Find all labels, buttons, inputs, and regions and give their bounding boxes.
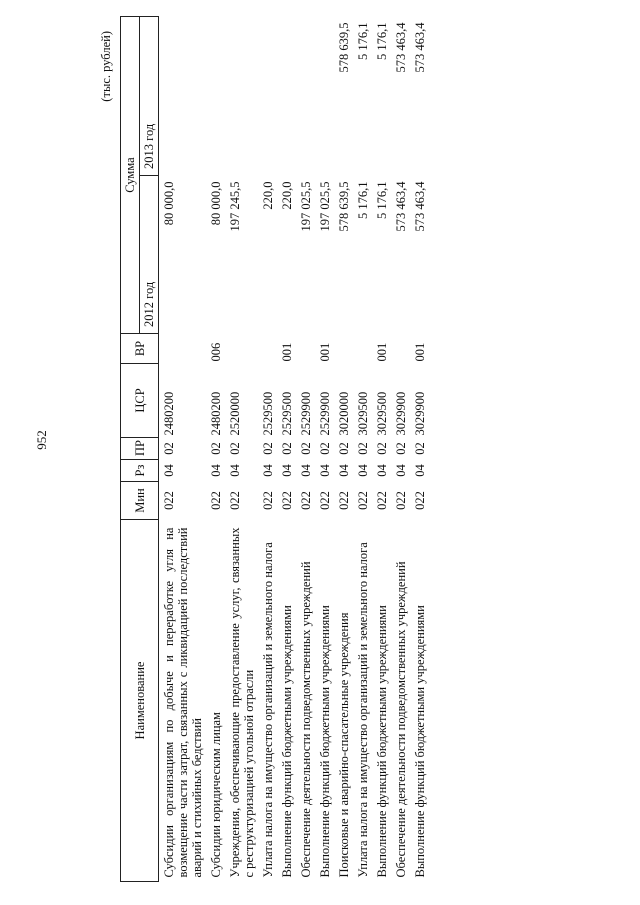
- row-csr: 2529900: [318, 391, 332, 436]
- row-amount-2013: [315, 17, 334, 176]
- table-row: [391, 17, 410, 882]
- row-amount-2013: 573 463,4: [394, 22, 408, 73]
- row-amount-2013: [225, 17, 258, 176]
- header-vr: ВР: [121, 334, 159, 364]
- row-rz: 04: [162, 464, 176, 477]
- row-pr: 02: [394, 442, 408, 455]
- row-rz: 04: [337, 464, 351, 477]
- table-row: [372, 17, 391, 882]
- row-name: Уплата налога на имущество организаций и земельного налога: [261, 542, 275, 878]
- row-min: 022: [162, 491, 176, 510]
- row-name: Субсидии организациям по добыче и переработке угля на возмещение части затрат, связанных с ликвидацией последствий аварий и стихийных бедствий: [162, 527, 204, 878]
- row-amount-2012: 80 000,0: [209, 181, 223, 226]
- row-amount-2012: 197 025,5: [299, 181, 313, 232]
- row-rz: 04: [375, 464, 389, 477]
- row-name: Выполнение функций бюджетными учреждениями: [318, 605, 332, 878]
- row-rz: 04: [228, 464, 242, 477]
- row-name: Субсидии юридическим лицам: [209, 712, 223, 878]
- table-row: [296, 17, 315, 882]
- row-min: 022: [375, 491, 389, 510]
- header-csr: ЦСР: [121, 364, 159, 438]
- table-row: [159, 17, 207, 882]
- row-name: Учреждения, обеспечивающие предоставление услуг, связанных с реструктуризацией угольной отрасли: [228, 527, 256, 878]
- row-pr: 02: [280, 442, 294, 455]
- row-pr: 02: [337, 442, 351, 455]
- row-amount-2013: 573 463,4: [413, 22, 427, 73]
- header-min: Мин: [121, 482, 159, 520]
- row-amount-2013: [277, 17, 296, 176]
- header-pr: ПР: [121, 438, 159, 460]
- row-csr: 2480200: [162, 391, 176, 436]
- row-rz: 04: [318, 464, 332, 477]
- row-min: 022: [318, 491, 332, 510]
- row-amount-2012: 578 639,5: [337, 181, 351, 232]
- row-vr: 001: [413, 342, 427, 362]
- unit-note: (тыс. рублей): [99, 31, 113, 102]
- row-pr: 02: [162, 442, 176, 455]
- row-vr: 006: [209, 342, 223, 362]
- row-vr: 001: [318, 342, 332, 362]
- row-min: 022: [337, 491, 351, 510]
- table-row: [206, 17, 225, 882]
- row-amount-2012: 573 463,4: [394, 181, 408, 232]
- row-amount-2012: 5 176,1: [375, 181, 389, 219]
- row-amount-2013: 5 176,1: [375, 22, 389, 60]
- row-pr: 02: [228, 442, 242, 455]
- row-csr: 3029900: [413, 391, 427, 436]
- row-name: Выполнение функций бюджетными учреждениями: [375, 605, 389, 878]
- row-csr: 3029500: [356, 391, 370, 436]
- table-body: [159, 17, 430, 882]
- header-name: Наименование: [121, 520, 159, 882]
- header-rz: Рз: [121, 460, 159, 482]
- table-row: [277, 17, 296, 882]
- row-min: 022: [356, 491, 370, 510]
- row-amount-2012: 197 245,5: [228, 181, 242, 232]
- row-csr: 2529900: [299, 391, 313, 436]
- row-min: 022: [261, 491, 275, 510]
- row-amount-2012: 197 025,5: [318, 181, 332, 232]
- row-csr: 2529500: [261, 391, 275, 436]
- row-csr: 3029500: [375, 391, 389, 436]
- row-pr: 02: [356, 442, 370, 455]
- table-row: [258, 17, 277, 882]
- row-name: Выполнение функций бюджетными учреждениями: [280, 605, 294, 878]
- row-pr: 02: [318, 442, 332, 455]
- table-row: [334, 17, 353, 882]
- row-vr: [225, 334, 258, 364]
- row-pr: 02: [261, 442, 275, 455]
- row-amount-2013: [159, 17, 207, 176]
- header-sum: Сумма: [121, 17, 140, 334]
- row-csr: 3020000: [337, 391, 351, 436]
- row-min: 022: [413, 491, 427, 510]
- row-name: Обеспечение деятельности подведомственных учреждений: [299, 561, 313, 878]
- row-csr: 2480200: [209, 391, 223, 436]
- table-row: [353, 17, 372, 882]
- row-rz: 04: [261, 464, 275, 477]
- row-pr: 02: [299, 442, 313, 455]
- row-rz: 04: [209, 464, 223, 477]
- row-amount-2012: 5 176,1: [356, 181, 370, 219]
- row-vr: [334, 334, 353, 364]
- row-amount-2013: [206, 17, 225, 176]
- row-name: Уплата налога на имущество организаций и земельного налога: [356, 542, 370, 878]
- row-vr: 001: [280, 342, 294, 362]
- row-amount-2013: 5 176,1: [356, 22, 370, 60]
- row-amount-2013: [296, 17, 315, 176]
- row-pr: 02: [413, 442, 427, 455]
- row-amount-2013: [258, 17, 277, 176]
- row-amount-2012: 573 463,4: [413, 181, 427, 232]
- row-name: Обеспечение деятельности подведомственных учреждений: [394, 561, 408, 878]
- table-header: [121, 17, 159, 882]
- header-2013: 2013 год: [140, 17, 159, 176]
- row-rz: 04: [280, 464, 294, 477]
- page-number: 952: [34, 430, 49, 450]
- row-rz: 04: [299, 464, 313, 477]
- row-min: 022: [209, 491, 223, 510]
- table-row: [410, 17, 429, 882]
- row-vr: [258, 334, 277, 364]
- row-min: 022: [299, 491, 313, 510]
- row-vr: [159, 334, 207, 364]
- row-rz: 04: [356, 464, 370, 477]
- header-2012: 2012 год: [140, 176, 159, 334]
- row-pr: 02: [209, 442, 223, 455]
- row-amount-2013: 578 639,5: [337, 22, 351, 73]
- row-vr: [353, 334, 372, 364]
- row-csr: 3029900: [394, 391, 408, 436]
- row-rz: 04: [394, 464, 408, 477]
- budget-table: [120, 16, 429, 882]
- row-amount-2012: 80 000,0: [162, 181, 176, 226]
- row-vr: [391, 334, 410, 364]
- row-name: Выполнение функций бюджетными учреждениями: [413, 605, 427, 878]
- table-row: [315, 17, 334, 882]
- row-min: 022: [228, 491, 242, 510]
- row-min: 022: [280, 491, 294, 510]
- row-name: Поисковые и аварийно-спасательные учреждения: [337, 612, 351, 878]
- row-amount-2012: 220,0: [280, 181, 294, 210]
- rotated-table-area: [99, 17, 625, 882]
- row-rz: 04: [413, 464, 427, 477]
- row-min: 022: [394, 491, 408, 510]
- row-vr: 001: [375, 342, 389, 362]
- row-pr: 02: [375, 442, 389, 455]
- row-csr: 2520000: [228, 391, 242, 436]
- table-row: [225, 17, 258, 882]
- row-vr: [296, 334, 315, 364]
- row-csr: 2529500: [280, 391, 294, 436]
- row-amount-2012: 220,0: [261, 181, 275, 210]
